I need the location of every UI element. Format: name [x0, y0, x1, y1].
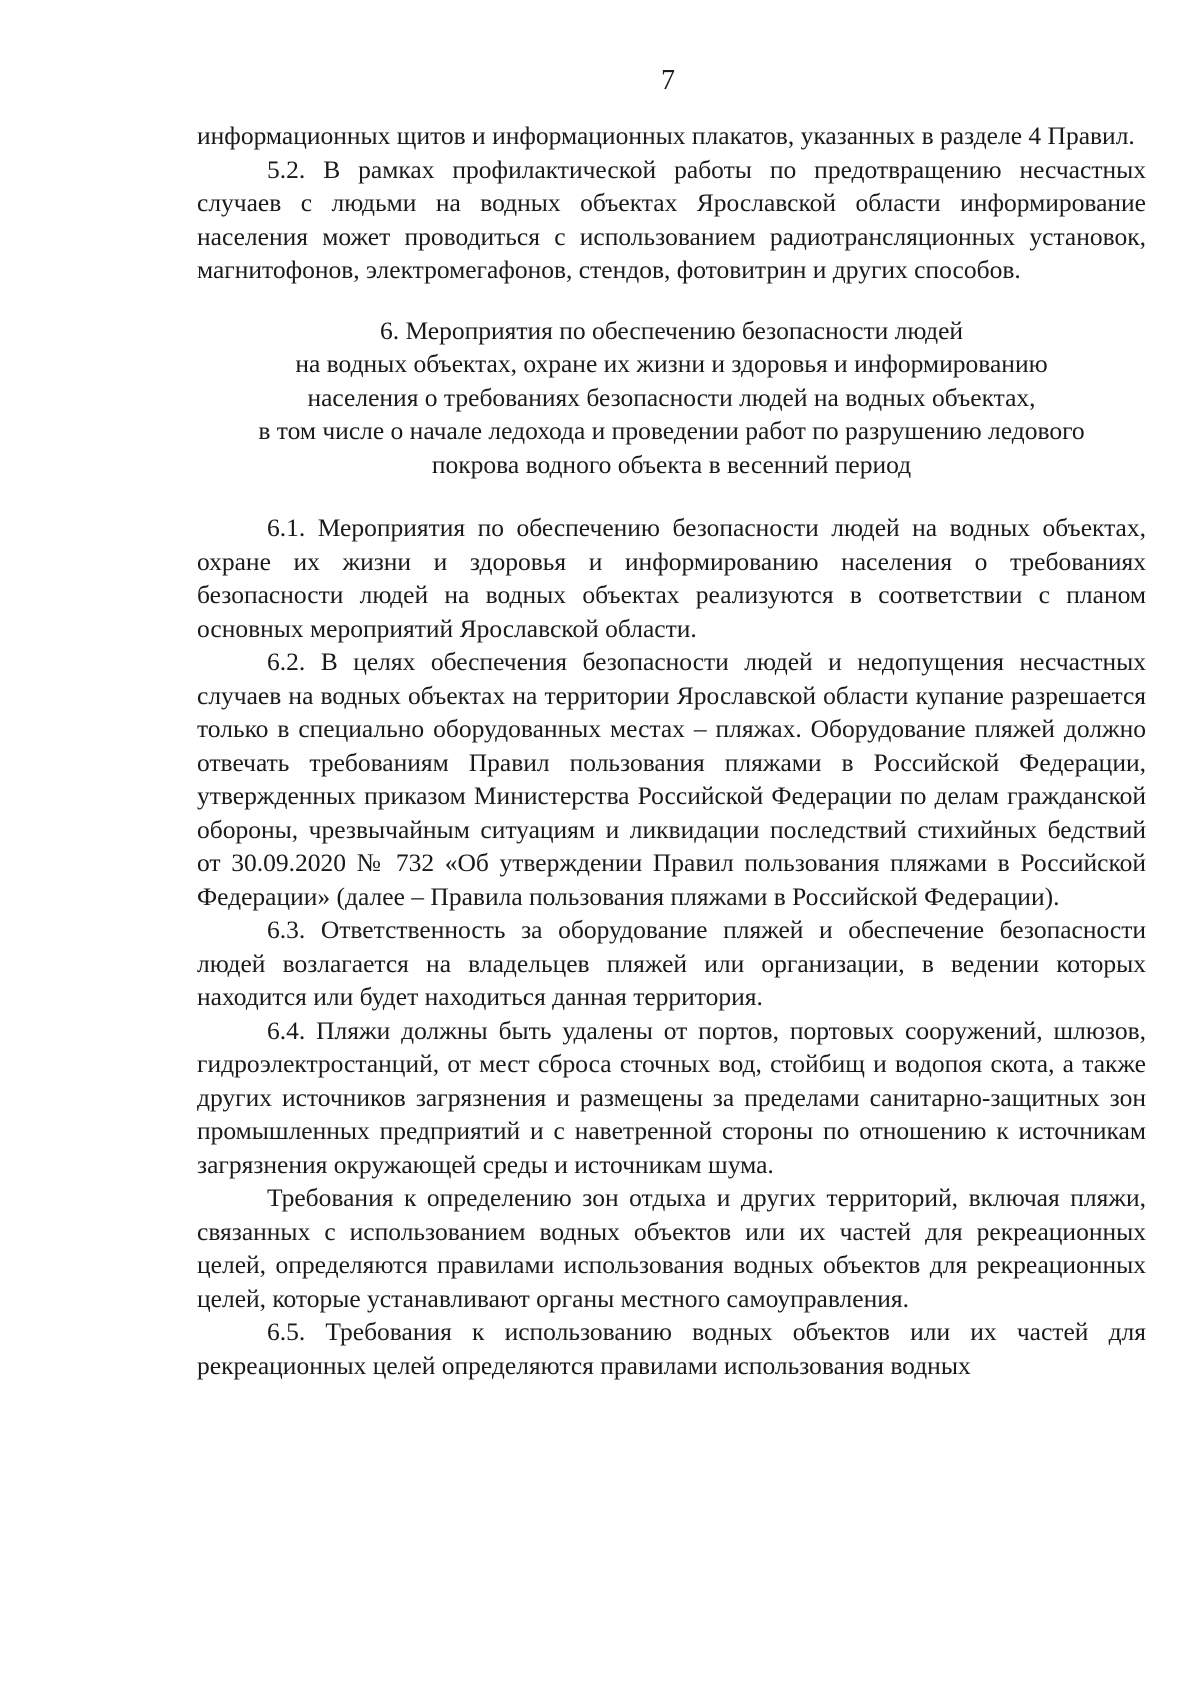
heading-line: 6. Мероприятия по обеспечению безопасности людей — [379, 315, 964, 345]
heading-line: в том числе о начале ледохода и проведении работ по разрушению ледового — [258, 416, 1085, 445]
paragraph-6-3: 6.3. Ответственность за оборудование пляжей и обеспечение безопасности людей возлагается на владельцев пляжей или организации, в ведении которых находится или будет находиться данная территория. — [197, 915, 1146, 1011]
paragraph-6-4: 6.4. Пляжи должны быть удалены от портов, портовых сооружений, шлюзов, гидроэлектростанций, от мест сброса сточных вод, стойбищ и водопоя скота, а также других источников загрязнения и размещены за пределами санитарно-защитных зон промышленных предприятий и с наветренной стороны по отношению к источникам загрязнения окружающей среды и источникам шума. — [197, 1015, 1146, 1179]
heading-line: покрова водного объекта в весенний период — [431, 449, 912, 479]
paragraph-continuation: информационных щитов и информационных плакатов, указанных в разделе 4 Правил. — [197, 121, 1135, 150]
page-number: 7 — [661, 65, 675, 96]
section-6-heading — [197, 314, 1146, 482]
paragraph-6-2: 6.2. В целях обеспечения безопасности людей и недопущения несчастных случаев на водных объектах на территории Ярославской области купание разрешается только в специально оборудованных местах – пляжах. Оборудование пляжей должно отвечать требованиям Правил пользования пляжами в Российской Федерации, утвержденных приказом Министерства Российской Федерации по делам гражданской обороны, чрезвычайным ситуациям и ликвидации последствий стихийных бедствий от 30.09.2020 № 732 «Об утверждении Правил пользования пляжами в Российской Федерации» (далее – Правила пользования пляжами в Российской Федерации). — [197, 647, 1146, 911]
heading-line: населения о требованиях безопасности людей на водных объектах, — [307, 382, 1036, 412]
paragraph-recreation-zones: Требования к определению зон отдыха и других территорий, включая пляжи, связанных с использованием водных объектов или их частей для рекреационных целей, определяются правилами использования водных объектов для рекреационных целей, которые устанавливают органы местного самоуправления. — [197, 1183, 1146, 1313]
paragraph-6-1: 6.1. Мероприятия по обеспечению безопасности людей на водных объектах, охране их жизни и здоровья и информированию населения о требованиях безопасности людей на водных объектах реализуются в соответствии с планом основных мероприятий Ярославской области. — [197, 513, 1146, 643]
heading-line: на водных объектах, охране их жизни и здоровья и информированию — [295, 349, 1048, 378]
paragraph-5-2: 5.2. В рамках профилактической работы по предотвращению несчастных случаев с людьми на водных объектах Ярославской области информирование населения может проводиться с использованием радиотрансляционных установок, магнитофонов, электромегафонов, стендов, фотовитрин и других способов. — [197, 154, 1146, 284]
document-body — [197, 119, 1146, 1382]
paragraph-6-5: 6.5. Требования к использованию водных объектов или их частей для рекреационных целей определяются правилами использования водных — [197, 1317, 1146, 1380]
